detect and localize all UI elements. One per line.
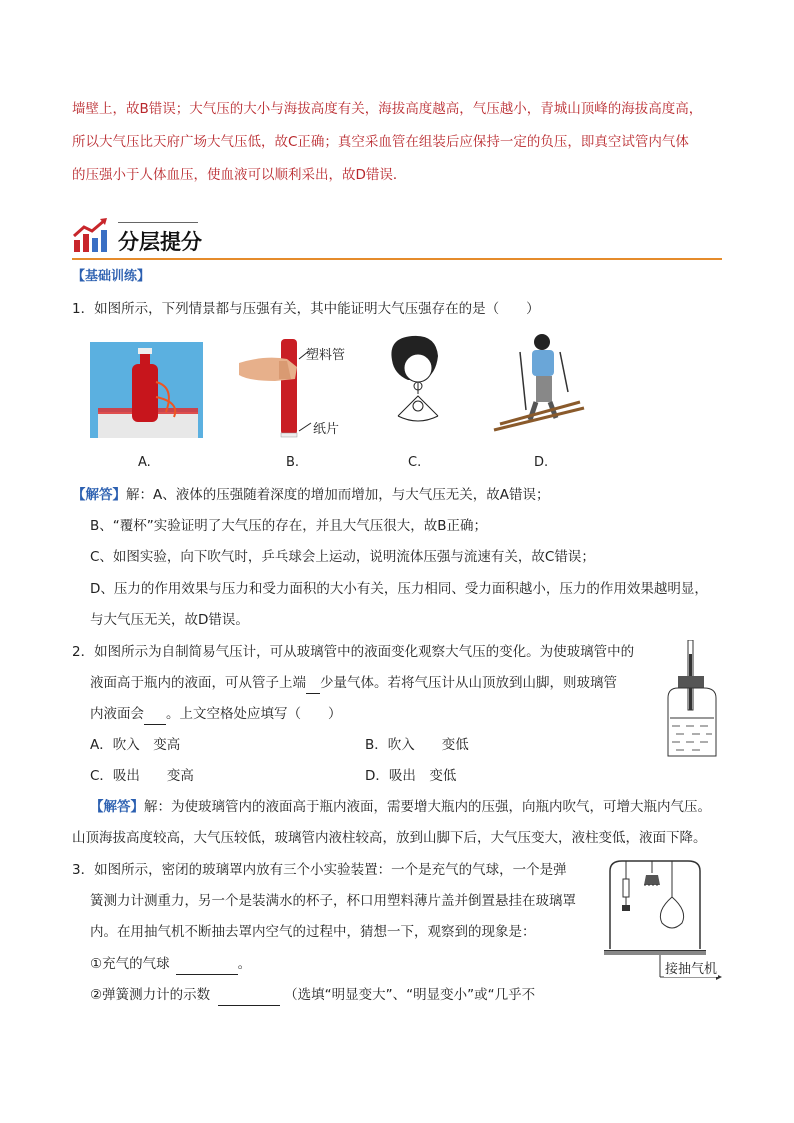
q1-option-c: C. [408, 455, 422, 470]
q1-stem: 1．如图所示，下列情景都与压强有关，其中能证明大气压强存在的是（ ） [72, 301, 540, 317]
fig-c-blow-drawing [378, 334, 460, 428]
q2-answer-text1: 解：为使玻璃管内的液面高于瓶内液面，需要增大瓶内的压强，向瓶内吹气，可增大瓶内气压。 [144, 799, 711, 815]
q3-fig-label: 接抽气机 [664, 958, 718, 977]
q1-option-a: A. [138, 455, 151, 470]
q2-line1: 2．如图所示为自制简易气压计，可从玻璃管中的液面变化观察大气压的变化。为使玻璃管中的 [72, 644, 635, 660]
q3-blank2[interactable] [218, 985, 280, 1006]
top-answer-line2: 所以大气压比天府广场大气压低，故C正确；真空采血管在组装后应保持一定的负压，即真空试管内气体 [72, 134, 689, 150]
section-title: 分层提分 [118, 229, 202, 254]
q1-answer-text1: 解：A、液体的压强随着深度的增加而增加，与大气压无关，故A错误； [126, 487, 550, 503]
q3-line3: 内。在用抽气机不断抽去罩内空气的过程中，猜想一下，观察到的现象是： [90, 924, 536, 940]
q2-blank1[interactable] [306, 673, 320, 694]
q2-line2 [90, 673, 617, 694]
q3-item1-end: 。 [237, 956, 252, 972]
q2-option-c: C．吸出 变高 [90, 768, 194, 784]
q2-option-d: D．吸出 变低 [365, 768, 457, 784]
q2-line2b: 少量气体。若将气压计从山顶放到山脚，则玻璃管 [320, 675, 617, 691]
q1-option-d: D. [534, 455, 549, 470]
q2-answer-tag: 【解答】 [90, 799, 144, 815]
q1-answer-tag: 【解答】 [72, 487, 126, 503]
q3-line2: 簧测力计测重力，另一个是装满水的杯子，杯口用塑料薄片盖并倒置悬挂在玻璃罩 [90, 893, 576, 909]
top-answer-line3: 的压强小于人体血压，使血液可以顺利采出，故D错误． [72, 167, 407, 183]
q2-option-a: A．吹入 变高 [90, 737, 181, 753]
q3-item2-label: ②弹簧测力计的示数 [90, 987, 211, 1003]
q1-answer-line4: D、压力的作用效果与压力和受力面积的大小有关，压力相同、受力面积越小，压力的作用效果越明显， [90, 581, 708, 597]
growth-chart-icon [72, 218, 110, 254]
q3-line1: 3．如图所示，密闭的玻璃罩内放有三个小实验装置：一个是充气的气球，一个是弹 [72, 862, 567, 878]
section-divider [72, 258, 722, 260]
fig-b-label-paper: 纸片 [313, 422, 340, 437]
basic-training-tag: 【基础训练】 [72, 269, 151, 284]
q3-item2 [90, 985, 535, 1006]
q2-line2a: 液面高于瓶内的液面，可从管子上端 [90, 675, 306, 691]
q3-item2-end: （选填“明显变大”、“明显变小”或“几乎不 [284, 987, 536, 1003]
top-answer-line1: 墙壁上，故B错误；大气压的大小与海拔高度有关，海拔高度越高，气压越小，青城山顶峰的海拔高度高， [72, 101, 703, 117]
q2-option-b: B．吹入 变低 [365, 737, 469, 753]
q2-line3 [90, 704, 342, 725]
q2-answer-line1 [90, 797, 711, 817]
q3-item1 [90, 954, 251, 975]
q1-answer-line3: C、如图实验，向下吹气时，乒乓球会上运动，说明流体压强与流速有关，故C错误； [90, 549, 595, 565]
q3-item1-label: ①充气的气球 [90, 956, 170, 972]
fig-b-label-tube: 塑料管 [306, 348, 346, 363]
q2-blank2[interactable] [144, 704, 166, 725]
q1-answer-line2: B、“覆杯”实验证明了大气压的存在，并且大气压很大，故B正确； [90, 518, 488, 534]
q1-answer-line1 [72, 485, 549, 505]
q1-option-b: B. [286, 455, 300, 470]
fig-d-skier-drawing [490, 330, 586, 434]
q2-answer-line2: 山顶海拔高度较高，大气压较低，玻璃管内液柱较高，放到山脚下后，大气压变大，液柱变低，液面下降。 [72, 830, 707, 846]
title-overline [118, 222, 198, 223]
q1-answer-line5: 与大气压无关，故D错误。 [90, 612, 249, 628]
q3-blank1[interactable] [176, 954, 238, 975]
fig-a-bottle-photo [90, 342, 203, 438]
q2-line3b: 。上文空格处应填写（ ） [166, 706, 342, 722]
q2-line3a: 内液面会 [90, 706, 144, 722]
q2-barometer-drawing [662, 640, 722, 760]
